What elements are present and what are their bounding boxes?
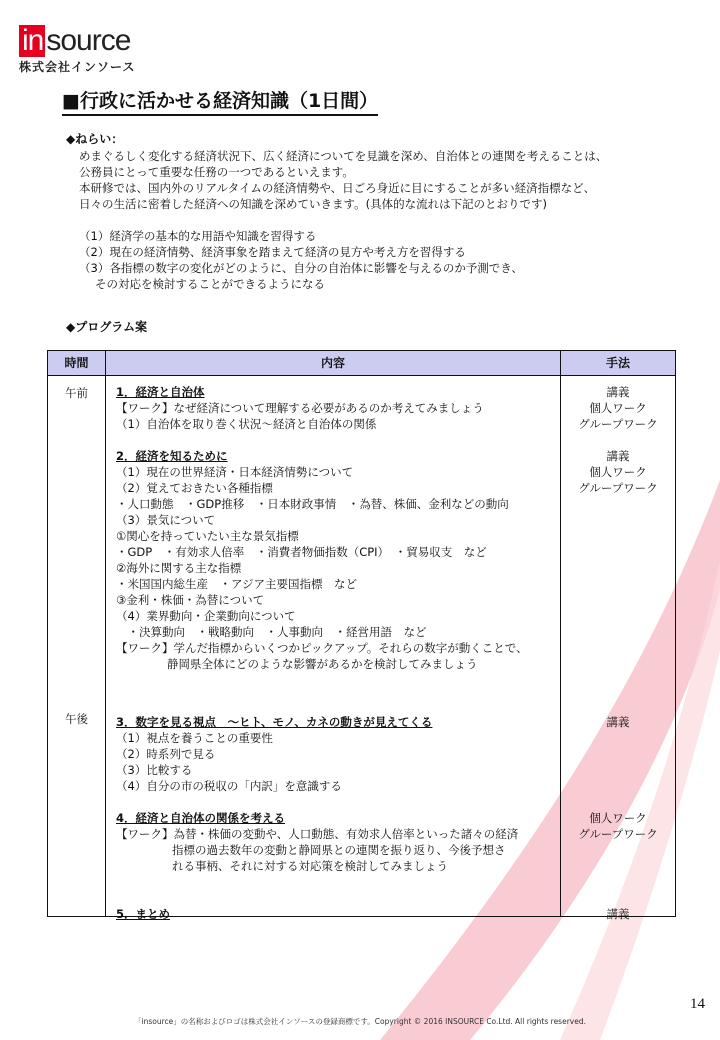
section-line: （1）自治体を取り巻く状況～経済と自治体の関係	[116, 417, 377, 431]
footer-copyright: 「insource」の名称およびロゴは株式会社インソースの登録商標です。Copyright © 2016 INSOURCE Co.Ltd. All rights reserved.	[134, 1017, 586, 1026]
method-item: グループワーク	[578, 417, 658, 431]
section-line-continuation: 指標の過去数年の変動と静岡県との連関を振り返り、今後予想さ	[172, 843, 506, 857]
goal-continuation: その対応を検討することができるようになる	[95, 277, 325, 291]
table-row	[48, 376, 676, 917]
method-item: 個人ワーク	[589, 811, 647, 825]
method-item: グループワーク	[578, 481, 658, 495]
section-line: （2）時系列で見る	[116, 747, 216, 761]
methods-section-5	[562, 906, 674, 922]
methods-section-3	[562, 714, 674, 730]
method-item: 講義	[606, 907, 630, 921]
time-column	[48, 376, 106, 917]
header-method: 手法	[561, 351, 676, 376]
method-column	[561, 376, 676, 921]
section-line: ・米国国内総生産 ・アジア主要国指標 など	[116, 577, 358, 591]
section-1	[116, 384, 484, 432]
section-title: 3．数字を見る視点 ～ヒト、モノ、カネの動きが見えてくる	[116, 715, 433, 729]
section-line: ②海外に関する主な指標	[116, 561, 242, 575]
aim-body	[79, 148, 607, 292]
page-number: 14	[690, 996, 705, 1012]
aim-heading: ◆ねらい：	[66, 132, 124, 146]
method-item: 講義	[606, 385, 630, 399]
section-title: 5．まとめ	[116, 907, 171, 921]
content-column	[106, 376, 561, 921]
section-2	[116, 448, 528, 672]
method-item: 講義	[606, 449, 630, 463]
methods-section-2	[562, 448, 674, 496]
method-item: 個人ワーク	[589, 465, 647, 479]
page-title: ■行政に活かせる経済知識（1日間）	[62, 88, 378, 116]
time-morning: 午前	[65, 386, 88, 400]
section-4	[116, 810, 518, 874]
section-line-continuation: 静岡県全体にどのような影響があるかを検討してみましょう	[167, 657, 478, 671]
section-title: 4．経済と自治体の関係を考える	[116, 811, 285, 825]
logo-in-block: in	[19, 25, 45, 57]
section-line: 【ワーク】学んだ指標からいくつかピックアップ。それらの数字が動くことで、	[116, 641, 528, 655]
section-title: 2．経済を知るために	[116, 449, 228, 463]
goal-line: （3）各指標の数字の変化がどのように、自分の自治体に影響を与えるのか予測でき、	[79, 261, 523, 275]
methods-section-4	[562, 810, 674, 842]
header-time: 時間	[48, 351, 106, 376]
aim-line: 公務員にとって重要な任務の一つであるといえます。	[79, 165, 354, 179]
section-3	[116, 714, 432, 794]
section-title: 1．経済と自治体	[116, 385, 205, 399]
method-item: 講義	[606, 715, 630, 729]
insource-logo	[19, 25, 135, 75]
section-line: （2）覚えておきたい各種指標	[116, 481, 273, 495]
section-line-continuation: れる事柄、それに対する対応策を検討してみましょう	[172, 859, 448, 873]
program-heading: ◆プログラム案	[66, 320, 148, 334]
methods-section-1	[562, 384, 674, 432]
section-line: ・決算動向 ・戦略動向 ・人事動向 ・経営用語 など	[116, 625, 427, 639]
section-line: ③金利・株価・為替について	[116, 593, 265, 607]
section-line: （3）比較する	[116, 763, 193, 777]
logo-source-text: source	[46, 24, 131, 57]
section-line: （4）自分の市の税収の「内訳」を意識する	[116, 779, 342, 793]
section-line: （1）現在の世界経済・日本経済情勢について	[116, 465, 354, 479]
table-header-row	[48, 351, 676, 376]
logo-company-name: 株式会社インソース	[19, 60, 136, 74]
method-item: グループワーク	[578, 827, 658, 841]
aim-line: 日々の生活に密着した経済への知識を深めていきます。(具体的な流れは下記のとおりです)	[79, 197, 548, 211]
section-line: ・人口動態 ・GDP推移 ・日本財政事情 ・為替、株価、金利などの動向	[116, 497, 509, 511]
aim-line: めまぐるしく変化する経済状況下、広く経済についてを見識を深め、自治体との連関を考えることは、	[79, 149, 608, 163]
section-line: 【ワーク】為替・株価の変動や、人口動態、有効求人倍率といった諸々の経済	[116, 827, 519, 841]
program-table	[47, 350, 676, 921]
goal-line: （2）現在の経済情勢、経済事象を踏まえて経済の見方や考え方を習得する	[79, 245, 466, 259]
section-5	[116, 906, 170, 922]
header-content: 内容	[106, 351, 561, 376]
section-line: ①関心を持っていたい主な景気指標	[116, 529, 299, 543]
section-line: （1）視点を養うことの重要性	[116, 731, 273, 745]
aim-line: 本研修では、国内外のリアルタイムの経済情勢や、日ごろ身近に目にすることが多い経済指標など、	[79, 181, 596, 195]
section-line: （4）業界動向・企業動向について	[116, 609, 296, 623]
goal-line: （1）経済学の基本的な用語や知識を習得する	[79, 229, 317, 243]
method-item: 個人ワーク	[589, 401, 647, 415]
section-line: （3）景気について	[116, 513, 216, 527]
section-line: 【ワーク】なぜ経済について理解する必要があるのか考えてみましょう	[116, 401, 484, 415]
section-line: ・GDP ・有効求人倍率 ・消費者物価指数（CPI） ・貿易収支 など	[116, 545, 487, 559]
time-afternoon: 午後	[65, 712, 88, 726]
